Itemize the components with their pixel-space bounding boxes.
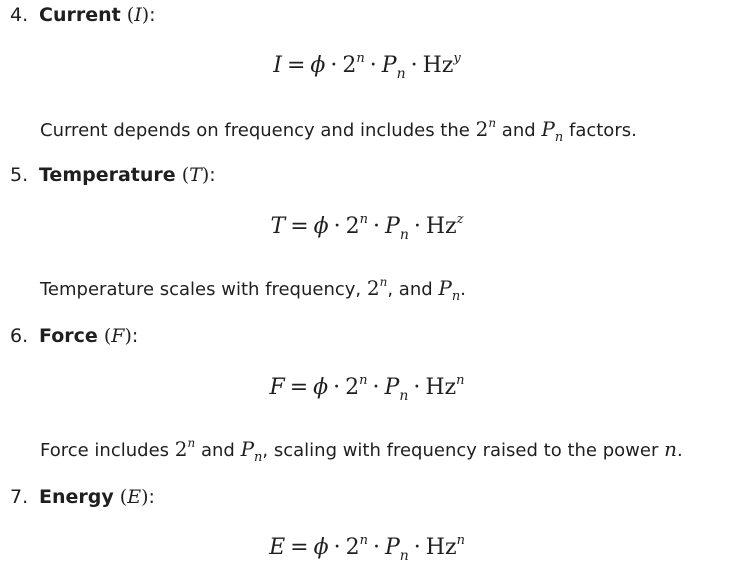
item-number: 4.: [10, 4, 29, 26]
item-heading-temperature: 5. Temperature (T):: [10, 164, 216, 186]
equation-force: $F = \phi \cdot 2^n \cdot P_n \cdot Hz^n$: [269, 373, 465, 404]
equation-energy: $E = \phi \cdot 2^n \cdot P_n \cdot Hz^n$: [269, 533, 465, 564]
description-current: Current depends on frequency and includes the 2$^n$ and $P_n$ factors.: [40, 116, 637, 145]
item-number: 5.: [10, 164, 29, 186]
equation-temperature: $T = \phi \cdot 2^n \cdot P_n \cdot Hz^z$: [270, 212, 464, 243]
equation-current: $I = \phi \cdot 2^n \cdot P_n \cdot Hz^y$: [273, 51, 461, 82]
item-title: Force: [39, 325, 98, 347]
item-title: Current: [39, 4, 121, 26]
item-title: Temperature: [39, 164, 176, 186]
item-heading-force: 6. Force (F):: [10, 325, 139, 347]
item-symbol: (E): [119, 486, 149, 508]
item-heading-energy: 7. Energy (E):: [10, 486, 155, 508]
item-symbol: (I): [126, 4, 150, 26]
description-force: Force includes 2$^n$ and $P_n$, scaling with frequency raised to the power n.: [40, 436, 683, 465]
item-title: Energy: [39, 486, 114, 508]
item-heading-current: 4. Current (I):: [10, 4, 156, 26]
item-symbol: (T): [181, 164, 210, 186]
item-symbol: (F): [103, 325, 132, 347]
description-temperature: Temperature scales with frequency, 2$^n$, and $P_n$.: [40, 275, 466, 304]
item-number: 7.: [10, 486, 29, 508]
item-number: 6.: [10, 325, 29, 347]
